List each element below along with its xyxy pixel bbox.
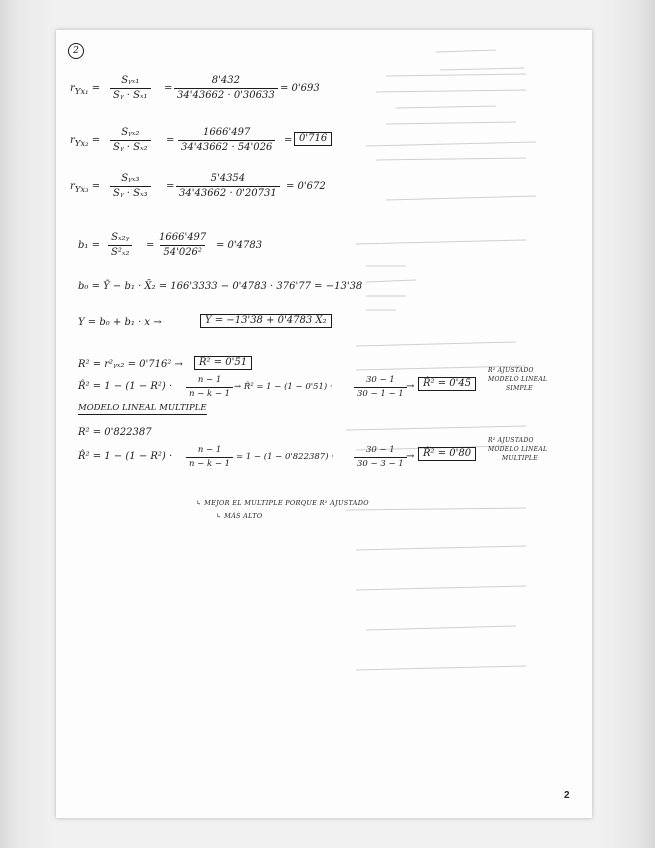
multiple-r-squared: R² = 0'822387: [78, 427, 152, 438]
adj-simple-fraction: $\frac{n - 1}{n - k - 1}$: [186, 376, 233, 398]
conclusion-line-1: ↳ MEJOR EL MULTIPLE PORQUE R² AJUSTADO: [196, 499, 369, 507]
adj-multiple-note: R² AJUSTADO MODELO LINEAL MULTIPLE: [488, 437, 548, 462]
r-yx2-symbolic-fraction: Sᵧₓ₂ Sᵧ · Sₓ₂: [110, 128, 151, 153]
exercise-number: 2: [68, 43, 84, 59]
b1-result: = 0'4783: [216, 240, 263, 251]
adj-multiple-numeric-fraction: $\frac{30 - 1}{30 - 3 - 1}$: [354, 446, 407, 468]
r-yx3-label: $r_{Yx_3}$ =: [70, 181, 101, 195]
b1-symbolic-fraction: $\frac{\text{Sₓ₂ᵧ}}{\text{S²ₓ₂}}$: [108, 233, 132, 258]
page-number: 2: [564, 790, 570, 801]
regression-model-boxed: Y = −13'38 + 0'4783 X₂: [200, 314, 332, 328]
regression-b0: b₀ = Ȳ − b₁ · X̄₂ = 166'3333 − 0'4783 · 376'77 = −13'38: [78, 281, 363, 292]
adj-simple-note: R² AJUSTADO MODELO LINEAL SIMPLE: [488, 367, 548, 392]
adj-multiple-fraction: $\frac{n - 1}{n - k - 1}$: [186, 446, 233, 468]
conclusion-line-2: ↳ MÁS ALTO: [216, 511, 263, 520]
r-yx1-result: = 0'693: [280, 83, 320, 94]
r-yx3-symbolic-fraction: Sᵧₓ₃ Sᵧ · Sₓ₃: [110, 174, 151, 199]
adj-simple-numeric-fraction: $\frac{30 - 1}{30 - 1 - 1}$: [354, 376, 407, 398]
notebook-page: 2 $r_{Yx_1}$ = Sᵧₓ₁ Sᵧ · Sₓ₁ = $\frac{8'432}{34'43662 \cdot 0'30633}$ = 0'693 $r_{Yx_2}$ = Sᵧₓ₂ Sᵧ · Sₓ₂ = $\frac{1666'497}{34'43662 \cdot 54'026}$ = 0'716 $r_{Yx_3}$ = Sᵧₓ₃ Sᵧ · Sₓ₃ = $\frac{5'4354}{34'43662 \cdot 0'20731}$ = 0'672 b₁ = $\frac{\text{Sₓ₂ᵧ}}{\text{S²ₓ₂}}$ = $\frac{1666'497}{\text{54'026²}}$ = 0'4783 b₀ = Ȳ − b₁ · X̄₂ = 166'3333 − 0'4783 · 376'77 = −13'38 Y = b₀ + b₁ · x → Y = −13'38 + 0'4783 X₂ R² = r²ᵧₓ₂ = 0'716² → R² = 0'51 R̂² = 1 − (1 − R²) · $\frac{n - 1}{n - k - 1}$ → R̂² = 1 − (1 − 0'51) · $\frac{30 - 1}{30 - 1 - 1}$ → R̂² = 0'45 R² AJUSTADO MODELO LINEAL SIMPLE MODELO LINEAL MULTIPLE R² = 0'822387 R̂² = 1 − (1 − R²) · $\frac{n - 1}{n - k - 1}$ = 1 − (1 − 0'822387) · $\frac{30 - 1}{30 - 3 - 1}$ → R̂² = 0'80 R² AJUSTADO MODELO LINEAL MULTIPLE ↳ MEJOR EL MULTIPLE PORQUE R² AJUSTADO ↳ MÁS ALTO 2: [56, 30, 592, 818]
r-yx3-numeric-fraction: $\frac{5'4354}{34'43662 \cdot 0'20731}$: [176, 174, 280, 199]
r-yx2-label: $r_{Yx_2}$ =: [70, 135, 101, 149]
adj-simple-boxed-result: R̂² = 0'45: [418, 377, 476, 391]
adj-multiple-boxed-result: R̂² = 0'80: [418, 447, 476, 461]
b1-numeric-fraction: $\frac{1666'497}{\text{54'026²}}$: [159, 232, 207, 258]
r-yx3-result: = 0'672: [286, 181, 326, 192]
conclusion: [196, 500, 369, 519]
r-yx2-numeric-fraction: $\frac{1666'497}{34'43662 \cdot 54'026}$: [178, 128, 275, 153]
r-yx2-boxed-result: 0'716: [294, 132, 332, 146]
r-yx1-label: $r_{Yx_1}$ =: [70, 83, 101, 97]
r-squared-boxed: R² = 0'51: [194, 356, 252, 370]
r-yx1-symbolic-fraction: Sᵧₓ₁ Sᵧ · Sₓ₁: [110, 76, 151, 101]
multiple-model-heading: MODELO LINEAL MULTIPLE: [78, 403, 207, 413]
r-yx1-numeric-fraction: $\frac{8'432}{34'43662 \cdot 0'30633}$: [174, 76, 278, 101]
